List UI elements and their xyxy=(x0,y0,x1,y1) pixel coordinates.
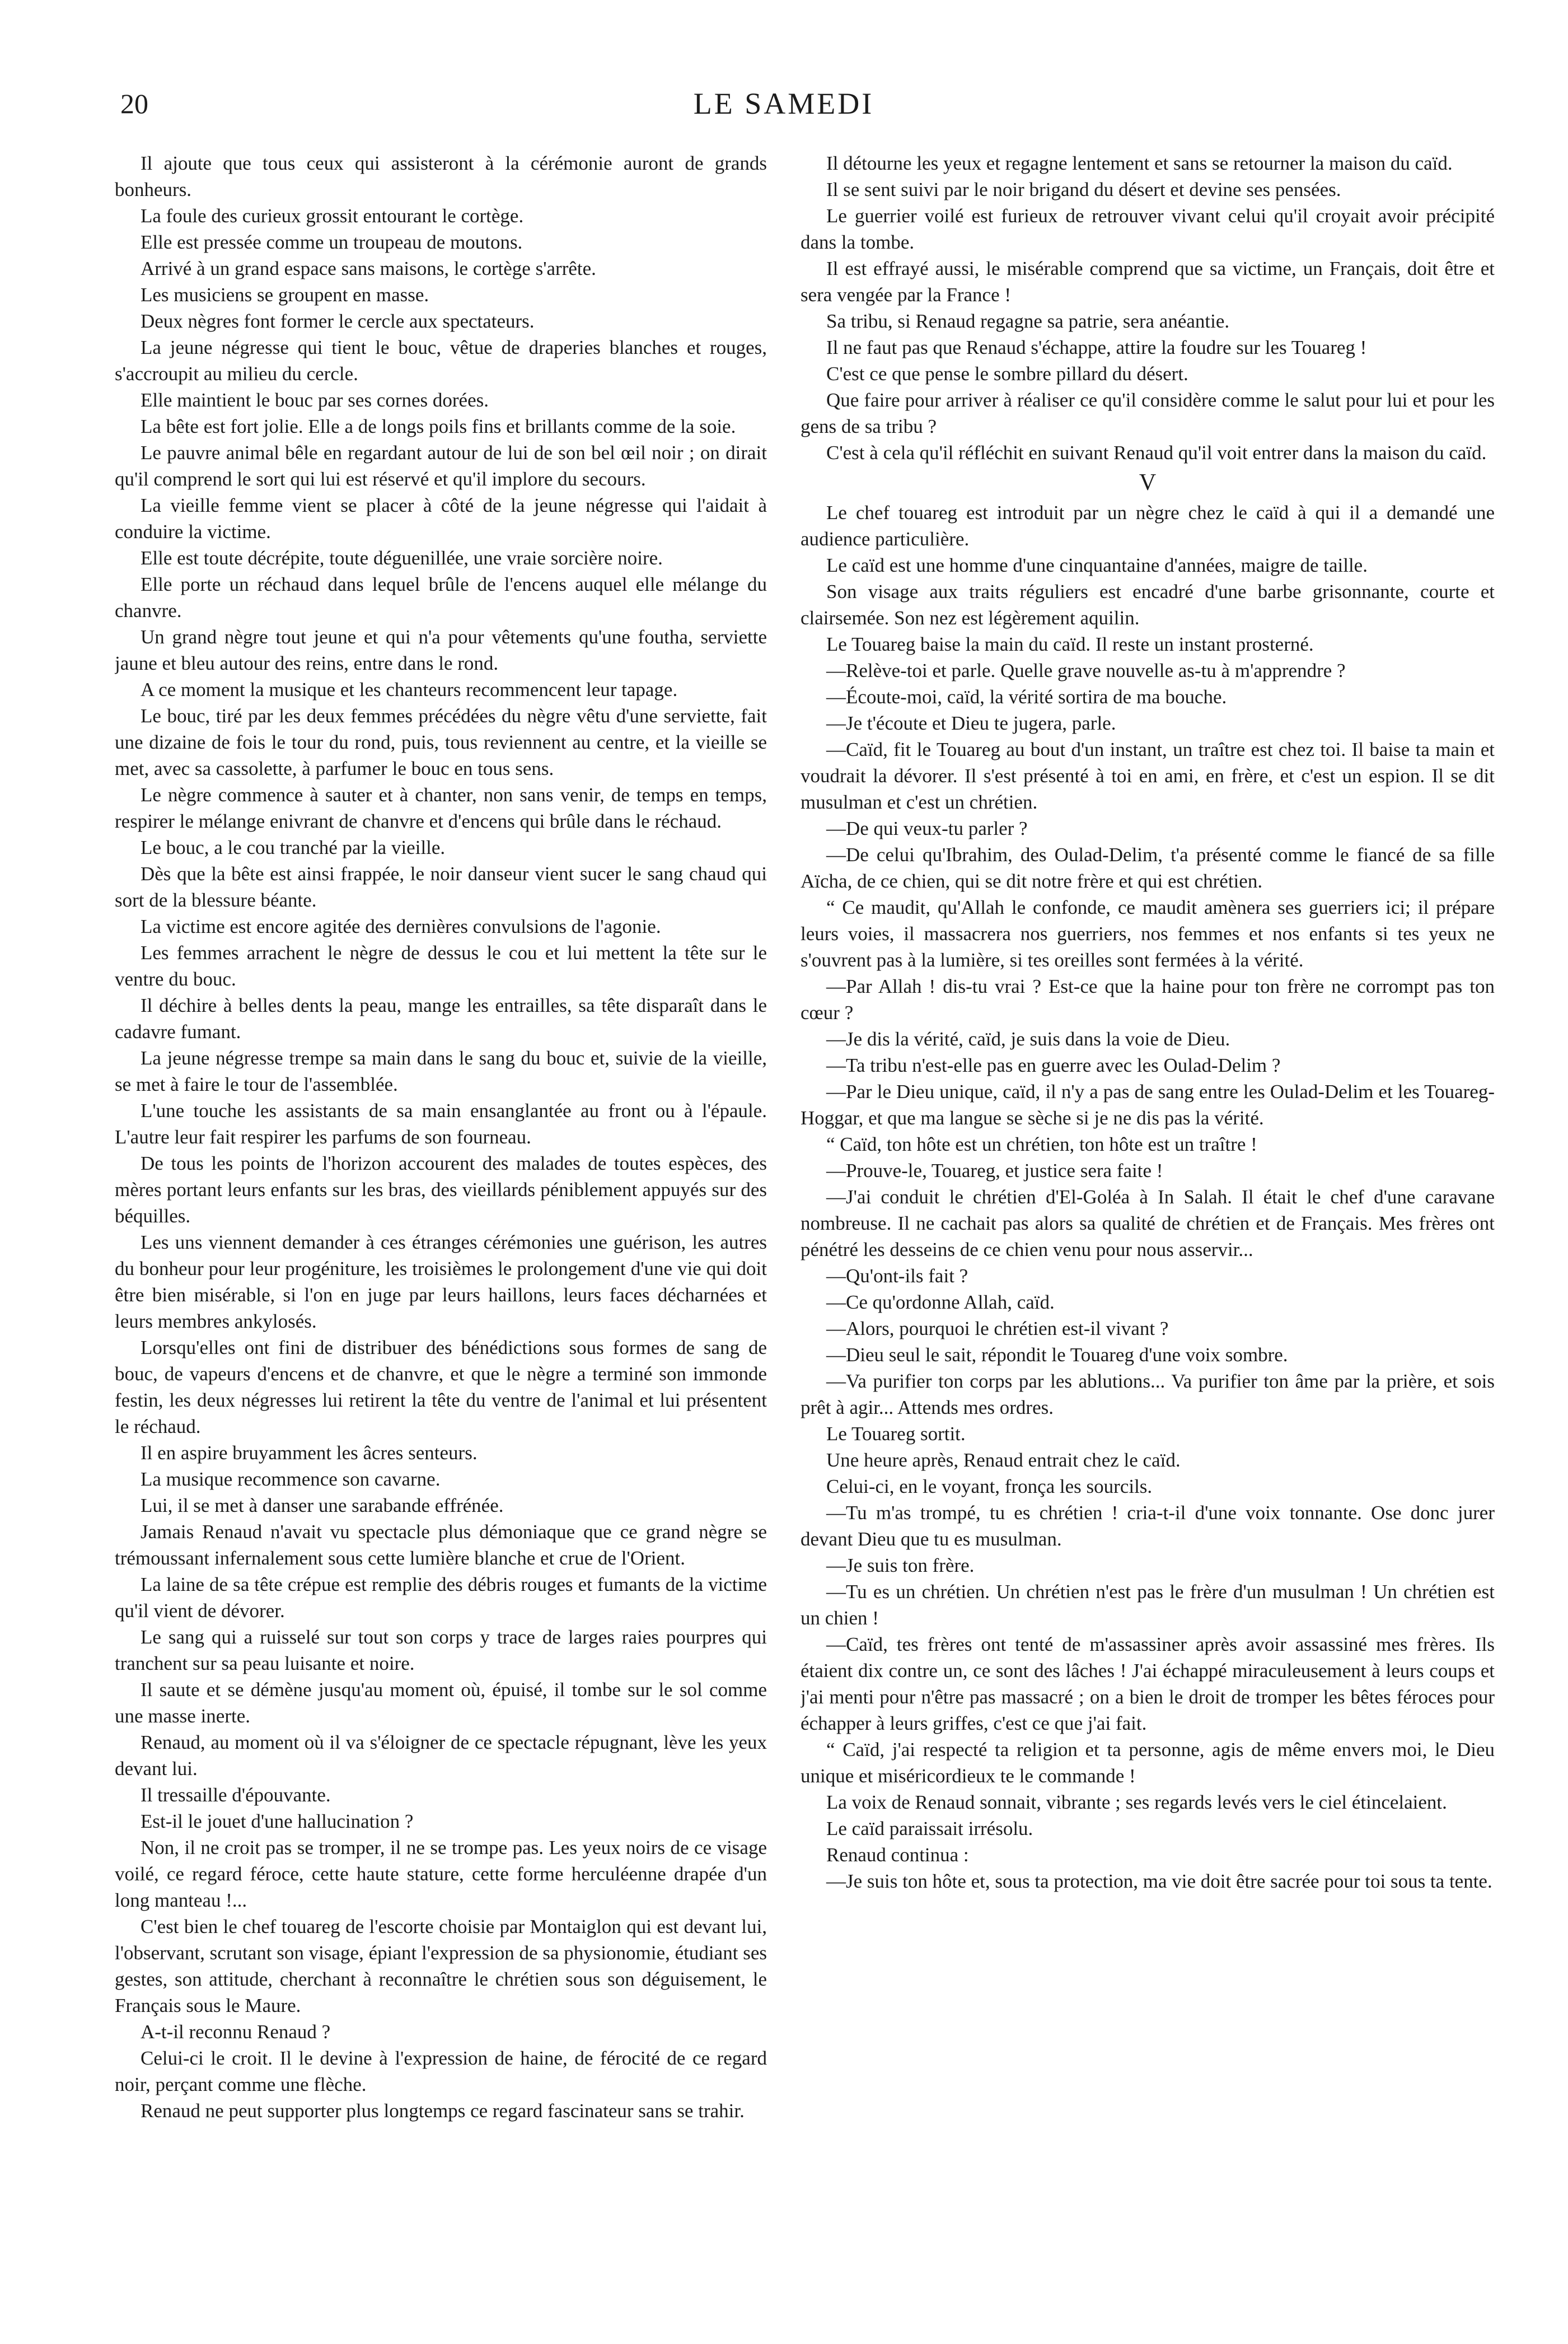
paragraph: Renaud ne peut supporter plus longtemps ce regard fascinateur sans se trahir. xyxy=(141,2100,745,2122)
paragraph: —Qu'ont-ils fait ? xyxy=(826,1265,968,1287)
paragraph: Il ajoute que tous ceux qui assisteront à la cérémonie auront de grands bonheurs. xyxy=(115,152,767,200)
paragraph: Elle maintient le bouc par ses cornes dorées. xyxy=(141,389,489,411)
paragraph: Celui-ci, en le voyant, fronça les sourcils. xyxy=(826,1475,1153,1497)
page-number: 20 xyxy=(120,88,148,119)
paragraph: La musique recommence son cavarne. xyxy=(141,1468,441,1490)
right-column-after-section xyxy=(801,499,1495,1894)
paragraph: A-t-il reconnu Renaud ? xyxy=(141,2021,331,2043)
paragraph: Il déchire à belles dents la peau, mange les entrailles, sa tête disparaît dans le cadavre fumant. xyxy=(115,994,767,1043)
paragraph: —Je suis ton hôte et, sous ta protection, ma vie doit être sacrée pour toi sous ta tente. xyxy=(826,1870,1492,1892)
paragraph: Renaud, au moment où il va s'éloigner de ce spectacle répugnant, lève les yeux devant lui. xyxy=(115,1731,767,1780)
paragraph: Le chef touareg est introduit par un nègre chez le caïd à qui il a demandé une audience particulière. xyxy=(801,502,1495,550)
paragraph: La foule des curieux grossit entourant le cortège. xyxy=(141,205,524,227)
paragraph: —Dieu seul le sait, répondit le Touareg d'une voix sombre. xyxy=(826,1344,1288,1366)
paragraph: Le bouc, a le cou tranché par la vieille. xyxy=(141,837,446,858)
paragraph: Elle est toute décrépite, toute déguenillée, une vraie sorcière noire. xyxy=(141,547,663,569)
paragraph: Celui-ci le croit. Il le devine à l'expression de haine, de férocité de ce regard noir, perçant comme une flèche. xyxy=(115,2047,767,2095)
paragraph: —Par le Dieu unique, caïd, il n'y a pas de sang entre les Oulad-Delim et les Touareg-Hoggar, et que ma langue se sèche si je ne dis pas la vérité. xyxy=(801,1081,1495,1129)
paragraph: Il se sent suivi par le noir brigand du désert et devine ses pensées. xyxy=(826,179,1341,200)
paragraph: La vieille femme vient se placer à côté de la jeune négresse qui l'aidait à conduire la victime. xyxy=(115,494,767,543)
paragraph: Jamais Renaud n'avait vu spectacle plus démoniaque que ce grand nègre se trémoussant infernalement sous cette lumière blanche et crue de l'Orient. xyxy=(115,1521,767,1569)
running-title: LE SAMEDI xyxy=(693,87,874,120)
paragraph: Deux nègres font former le cercle aux spectateurs. xyxy=(141,310,535,332)
paragraph: —Tu m'as trompé, tu es chrétien ! cria-t-il d'une voix tonnante. Ose donc jurer devant Dieu que tu es musulman. xyxy=(801,1502,1495,1550)
paragraph: C'est à cela qu'il réfléchit en suivant Renaud qu'il voit entrer dans la maison du caïd. xyxy=(826,442,1487,464)
paragraph: —Ta tribu n'est-elle pas en guerre avec les Oulad-Delim ? xyxy=(826,1054,1281,1076)
paragraph: —Par Allah ! dis-tu vrai ? Est-ce que la haine pour ton frère ne corrompt pas ton cœur ? xyxy=(801,975,1495,1024)
paragraph: Non, il ne croit pas se tromper, il ne se trompe pas. Les yeux noirs de ce visage voilé, ce regard féroce, cette haute stature, cette forme herculéenne drapée d'un long manteau !... xyxy=(115,1837,767,1911)
paragraph: De tous les points de l'horizon accourent des malades de toutes espèces, des mères portant leurs enfants sur les bras, des vieillards péniblement appuyés sur des béquilles. xyxy=(115,1152,767,1227)
paragraph: Il tressaille d'épouvante. xyxy=(141,1784,331,1806)
paragraph: La jeune négresse trempe sa main dans le sang du bouc et, suivie de la vieille, se met à faire le tour de l'assemblée. xyxy=(115,1047,767,1095)
paragraph: La jeune négresse qui tient le bouc, vêtue de draperies blanches et rouges, s'accroupit au milieu du cercle. xyxy=(115,337,767,385)
paragraph: —J'ai conduit le chrétien d'El-Goléa à In Salah. Il était le chef d'une caravane nombreuse. Il ne cachait pas alors sa qualité de chrétien et de Français. Mes frères ont pénétré les desseins de ce chien venu pour nous asservir... xyxy=(801,1186,1495,1260)
paragraph: —De celui qu'Ibrahim, des Oulad-Delim, t'a présenté comme le fiancé de sa fille Aïcha, de ce chien, qui se dit notre frère et qui est chrétien. xyxy=(801,844,1495,892)
paragraph: —Va purifier ton corps par les ablutions... Va purifier ton âme par la prière, et sois prêt à agir... Attends mes ordres. xyxy=(801,1370,1495,1418)
paragraph: Le guerrier voilé est furieux de retrouver vivant celui qu'il croyait avoir précipité dans la tombe. xyxy=(801,205,1495,253)
paragraph: Le Touareg baise la main du caïd. Il reste un instant prosterné. xyxy=(826,633,1314,655)
paragraph: Sa tribu, si Renaud regagne sa patrie, sera anéantie. xyxy=(826,310,1230,332)
paragraph: La victime est encore agitée des dernières convulsions de l'agonie. xyxy=(141,916,661,937)
paragraph: C'est bien le chef touareg de l'escorte choisie par Montaiglon qui est devant lui, l'observant, scrutant son visage, épiant l'expression de sa physionomie, étudiant ses gestes, son attitude, cherchant à reconnaître le chrétien sous son déguisement, le Français sous le Maure. xyxy=(115,1916,767,2016)
paragraph: Il est effrayé aussi, le misérable comprend que sa victime, un Français, doit être et sera vengée par la France ! xyxy=(801,258,1495,306)
paragraph: —Ce qu'ordonne Allah, caïd. xyxy=(826,1291,1055,1313)
paragraph: “ Caïd, ton hôte est un chrétien, ton hôte est un traître ! xyxy=(826,1133,1257,1155)
paragraph: “ Caïd, j'ai respecté ta religion et ta personne, agis de même envers moi, le Dieu unique et miséricordieux te le commande ! xyxy=(801,1739,1495,1787)
paragraph: “ Ce maudit, qu'Allah le confonde, ce maudit amènera ses guerriers ici; il prépare leurs voies, il massacrera nos guerriers, nos femmes et nos enfants si tes yeux ne s'ouvrent pas à la lumière, si tes oreilles sont fermées à la vérité. xyxy=(801,896,1495,971)
paragraph: —Je dis la vérité, caïd, je suis dans la voie de Dieu. xyxy=(826,1028,1230,1050)
paragraph: Le nègre commence à sauter et à chanter, non sans venir, de temps en temps, respirer le mélange enivrant de chanvre et d'encens qui brûle dans le réchaud. xyxy=(115,784,767,832)
paragraph: Il détourne les yeux et regagne lentement et sans se retourner la maison du caïd. xyxy=(826,152,1453,174)
paragraph: Que faire pour arriver à réaliser ce qu'il considère comme le salut pour lui et pour les gens de sa tribu ? xyxy=(801,389,1495,437)
right-column-before-section xyxy=(801,150,1495,466)
paragraph: Les uns viennent demander à ces étranges cérémonies une guérison, les autres du bonheur pour leur progéniture, les troisièmes le prolongement d'une vie qui doit être bien misérable, si l'on en juge par leurs haillons, leurs faces décharnées et leurs membres ankylosés. xyxy=(115,1231,767,1332)
paragraph: Le caïd paraissait irrésolu. xyxy=(826,1818,1033,1839)
right-column xyxy=(801,150,1495,2312)
paragraph: Le sang qui a ruisselé sur tout son corps y trace de larges raies pourpres qui tranchent sur sa peau luisante et noire. xyxy=(115,1626,767,1674)
paragraph: —Alors, pourquoi le chrétien est-il vivant ? xyxy=(826,1318,1169,1339)
paragraph: Lorsqu'elles ont fini de distribuer des bénédictions sous formes de sang de bouc, de vapeurs d'encens et de chanvre, et que le nègre a terminé son immonde festin, les deux négresses lui retirent la tête du ventre de l'animal et lui présentent le réchaud. xyxy=(115,1337,767,1437)
paragraph: Le Touareg sortit. xyxy=(826,1423,966,1445)
paragraph: —Caïd, tes frères ont tenté de m'assassiner après avoir assassiné mes frères. Ils étaient dix contre un, ce sont des lâches ! J'ai échappé miraculeusement à leurs coups et j'ai menti pour n'être pas massacré ; on a bien le droit de tromper les bêtes féroces pour échapper à leurs griffes, c'est ce que j'ai fait. xyxy=(801,1633,1495,1734)
paragraph: Les femmes arrachent le nègre de dessus le cou et lui mettent la tête sur le ventre du bouc. xyxy=(115,942,767,990)
paragraph: —Je suis ton frère. xyxy=(826,1554,975,1576)
paragraph: Lui, il se met à danser une sarabande effrénée. xyxy=(141,1495,504,1516)
paragraph: Les musiciens se groupent en masse. xyxy=(141,284,429,306)
paragraph: —Tu es un chrétien. Un chrétien n'est pas le frère d'un musulman ! Un chrétien est un chien ! xyxy=(801,1581,1495,1629)
paragraph: Est-il le jouet d'une hallucination ? xyxy=(141,1810,414,1832)
paragraph: Arrivé à un grand espace sans maisons, le cortège s'arrête. xyxy=(141,258,596,279)
paragraph: C'est ce que pense le sombre pillard du désert. xyxy=(826,363,1188,385)
paragraph: Dès que la bête est ainsi frappée, le noir danseur vient sucer le sang chaud qui sort de la blessure béante. xyxy=(115,863,767,911)
paragraph: Il saute et se démène jusqu'au moment où, épuisé, il tombe sur le sol comme une masse inerte. xyxy=(115,1679,767,1727)
paragraph: Il ne faut pas que Renaud s'échappe, attire la foudre sur les Touareg ! xyxy=(826,337,1367,358)
paragraph: —Écoute-moi, caïd, la vérité sortira de ma bouche. xyxy=(826,686,1227,708)
paragraph: —Relève-toi et parle. Quelle grave nouvelle as-tu à m'apprendre ? xyxy=(826,660,1346,681)
paragraph: Elle est pressée comme un troupeau de moutons. xyxy=(141,231,523,253)
paragraph: Une heure après, Renaud entrait chez le caïd. xyxy=(826,1449,1181,1471)
page-header xyxy=(0,84,1568,134)
paragraph: Un grand nègre tout jeune et qui n'a pour vêtements qu'une foutha, serviette jaune et bleu autour des reins, entre dans le rond. xyxy=(115,626,767,674)
paragraph: —Je t'écoute et Dieu te jugera, parle. xyxy=(826,712,1116,734)
section-number: V xyxy=(1139,470,1157,496)
paragraph: Il en aspire bruyamment les âcres senteurs. xyxy=(141,1442,478,1464)
paragraph: Renaud continua : xyxy=(826,1844,969,1866)
paragraph: Le caïd est une homme d'une cinquantaine d'années, maigre de taille. xyxy=(826,554,1368,576)
paragraph: L'une touche les assistants de sa main ensanglantée au front ou à l'épaule. L'autre leur fait respirer les parfums de son fourneau. xyxy=(115,1100,767,1148)
paragraph: La voix de Renaud sonnait, vibrante ; ses regards levés vers le ciel étincelaient. xyxy=(826,1791,1447,1813)
left-column xyxy=(115,150,767,2312)
paragraph: La laine de sa tête crépue est remplie des débris rouges et fumants de la victime qu'il vient de dévorer. xyxy=(115,1573,767,1622)
paragraph: Le pauvre animal bêle en regardant autour de lui de son bel œil noir ; on dirait qu'il comprend le sort qui lui est réservé et qu'il implore du secours. xyxy=(115,442,767,490)
paragraph: Le bouc, tiré par les deux femmes précédées du nègre vêtu d'une serviette, fait une dizaine de fois le tour du rond, puis, tous reviennent au centre, et la vieille se met, avec sa cassolette, à parfumer le bouc en tous sens. xyxy=(115,705,767,779)
paragraph: —Prouve-le, Touareg, et justice sera faite ! xyxy=(826,1160,1163,1182)
paragraph: —Caïd, fit le Touareg au bout d'un instant, un traître est chez toi. Il baise ta main et voudrait la dévorer. Il s'est présenté à toi en ami, en frère, et c'est un espion. Il se dit musulman et c'est un chrétien. xyxy=(801,739,1495,813)
paragraph: —De qui veux-tu parler ? xyxy=(826,818,1028,839)
paragraph: La bête est fort jolie. Elle a de longs poils fins et brillants comme de la soie. xyxy=(141,415,736,437)
paragraph: Elle porte un réchaud dans lequel brûle de l'encens auquel elle mélange du chanvre. xyxy=(115,573,767,622)
paragraph: Son visage aux traits réguliers est encadré d'une barbe grisonnante, courte et clairsemée. Son nez est légèrement aquilin. xyxy=(801,581,1495,629)
paragraph: A ce moment la musique et les chanteurs recommencent leur tapage. xyxy=(141,679,678,701)
